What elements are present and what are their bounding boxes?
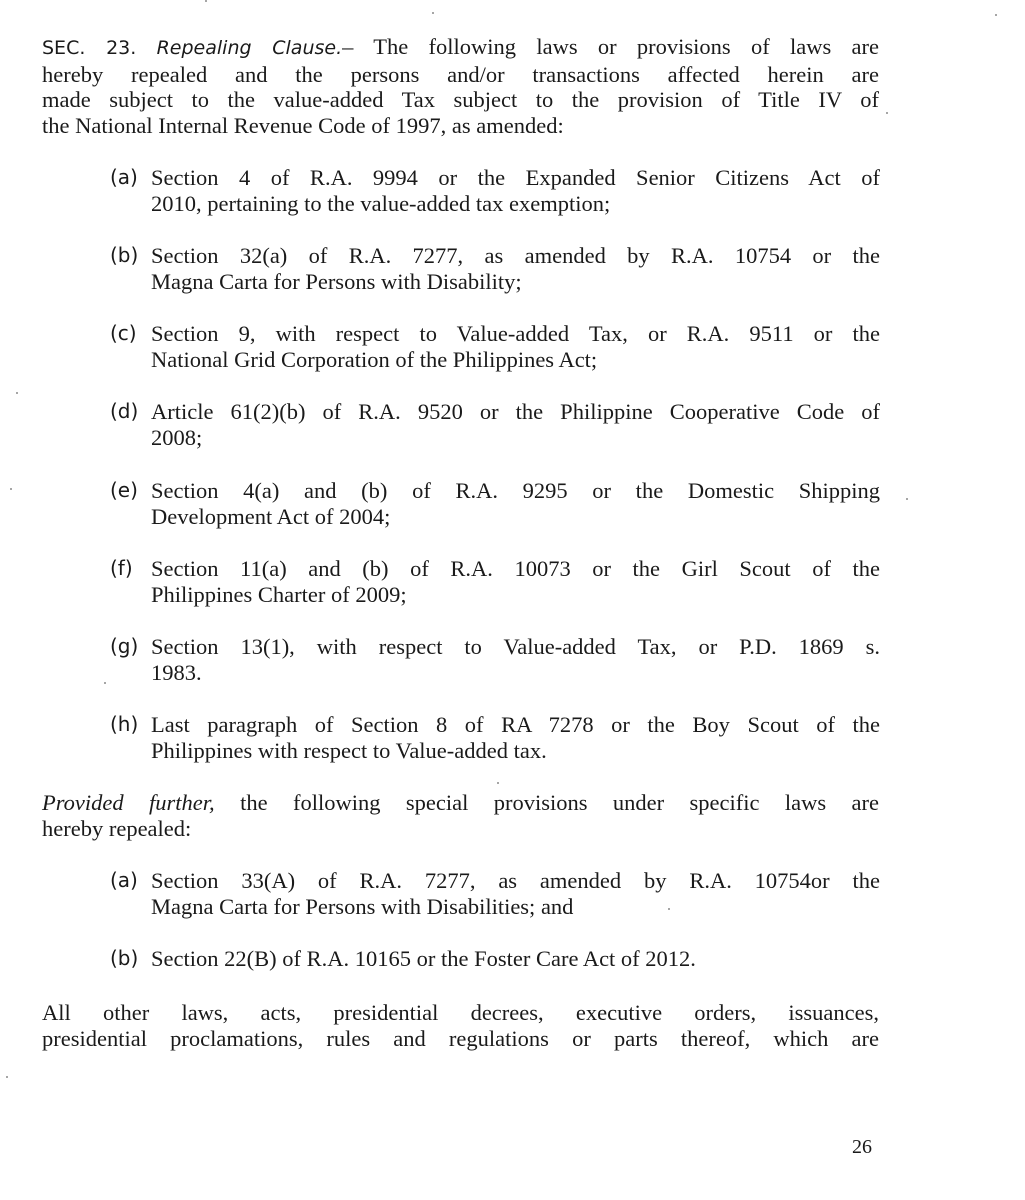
section-intro-line: made subject to the value-added Tax subject to the provision of Title IV of xyxy=(42,87,879,112)
item-line: Section 9, with respect to Value-added Tax, or R.A. 9511 or the xyxy=(151,321,880,346)
item-label: (b) xyxy=(110,946,139,970)
repealed-item-h xyxy=(110,712,880,763)
scan-speck xyxy=(205,0,207,2)
repealed-item-b xyxy=(110,243,880,294)
repealed-item-a xyxy=(110,165,880,216)
section-title: Repealing Clause. xyxy=(156,37,343,59)
item-line: Last paragraph of Section 8 of RA 7278 or the Boy Scout of the xyxy=(151,712,880,737)
proviso-first-line xyxy=(42,790,879,816)
item-label: (a) xyxy=(110,868,138,892)
item-line: Section 13(1), with respect to Value-added Tax, or P.D. 1869 s. xyxy=(151,634,880,659)
item-line: Section 11(a) and (b) of R.A. 10073 or the Girl Scout of the xyxy=(151,556,880,581)
scan-speck xyxy=(668,908,670,910)
scan-speck xyxy=(886,112,888,114)
section-first-line xyxy=(42,34,879,62)
repealed-item-f xyxy=(110,556,880,607)
item-line: Section 22(B) of R.A. 10165 or the Foster Care Act of 2012. xyxy=(151,946,696,971)
closing-paragraph xyxy=(42,1000,879,1051)
proviso-first-rest: the following special provisions under specific laws are xyxy=(214,790,880,815)
scan-speck xyxy=(16,392,18,394)
item-line: Philippines with respect to Value-added tax. xyxy=(151,737,547,763)
repealed-item-d xyxy=(110,399,880,450)
item-label: (f) xyxy=(110,556,133,580)
proviso-line: hereby repealed: xyxy=(42,815,192,841)
section-paragraph xyxy=(42,34,879,138)
scan-speck xyxy=(995,14,997,16)
section-intro-line: hereby repealed and the persons and/or transactions affected herein are xyxy=(42,61,879,87)
proviso-lead: Provided further, xyxy=(42,790,215,815)
item-line: 1983. xyxy=(151,659,202,685)
repealed-item-e xyxy=(110,478,880,529)
special-item-b xyxy=(110,946,880,972)
scan-speck xyxy=(906,498,908,500)
scan-speck xyxy=(6,1076,8,1078)
item-line: Article 61(2)(b) of R.A. 9520 or the Philippine Cooperative Code of xyxy=(151,399,880,424)
item-line: Philippines Charter of 2009; xyxy=(151,581,407,607)
scan-speck xyxy=(10,488,12,490)
item-label: (a) xyxy=(110,165,138,189)
item-line: Development Act of 2004; xyxy=(151,503,391,529)
repealed-item-g xyxy=(110,634,880,685)
item-label: (e) xyxy=(110,478,138,502)
section-intro-first: – The following laws or provisions of laws are xyxy=(342,34,880,59)
item-label: (d) xyxy=(110,399,139,423)
special-item-a xyxy=(110,868,880,919)
section-heading: SEC. 23. xyxy=(42,37,137,59)
item-line: 2008; xyxy=(151,424,203,450)
item-line: Magna Carta for Persons with Disability; xyxy=(151,268,522,294)
scan-speck xyxy=(432,12,434,14)
scan-speck xyxy=(104,682,106,684)
item-line: National Grid Corporation of the Philippines Act; xyxy=(151,346,598,372)
item-label: (b) xyxy=(110,243,139,267)
item-line: Section 33(A) of R.A. 7277, as amended by R.A. 10754or the xyxy=(151,868,880,893)
closing-line: All other laws, acts, presidential decrees, executive orders, issuances, xyxy=(42,1000,879,1025)
item-line: Section 4 of R.A. 9994 or the Expanded Senior Citizens Act of xyxy=(151,165,880,190)
item-line: Section 32(a) of R.A. 7277, as amended by R.A. 10754 or the xyxy=(151,243,880,268)
item-line: Section 4(a) and (b) of R.A. 9295 or the Domestic Shipping xyxy=(151,478,880,503)
item-line: Magna Carta for Persons with Disabilities; and xyxy=(151,893,574,919)
proviso-paragraph xyxy=(42,790,879,841)
item-line: 2010, pertaining to the value-added tax exemption; xyxy=(151,190,611,216)
scan-speck xyxy=(497,782,499,784)
closing-line: presidential proclamations, rules and regulations or parts thereof, which are xyxy=(42,1025,879,1051)
repealed-item-c xyxy=(110,321,880,372)
section-intro-line: the National Internal Revenue Code of 1997, as amended: xyxy=(42,112,564,138)
page-number: 26 xyxy=(852,1136,872,1158)
item-label: (c) xyxy=(110,321,137,345)
item-label: (h) xyxy=(110,712,139,736)
item-label: (g) xyxy=(110,634,139,658)
